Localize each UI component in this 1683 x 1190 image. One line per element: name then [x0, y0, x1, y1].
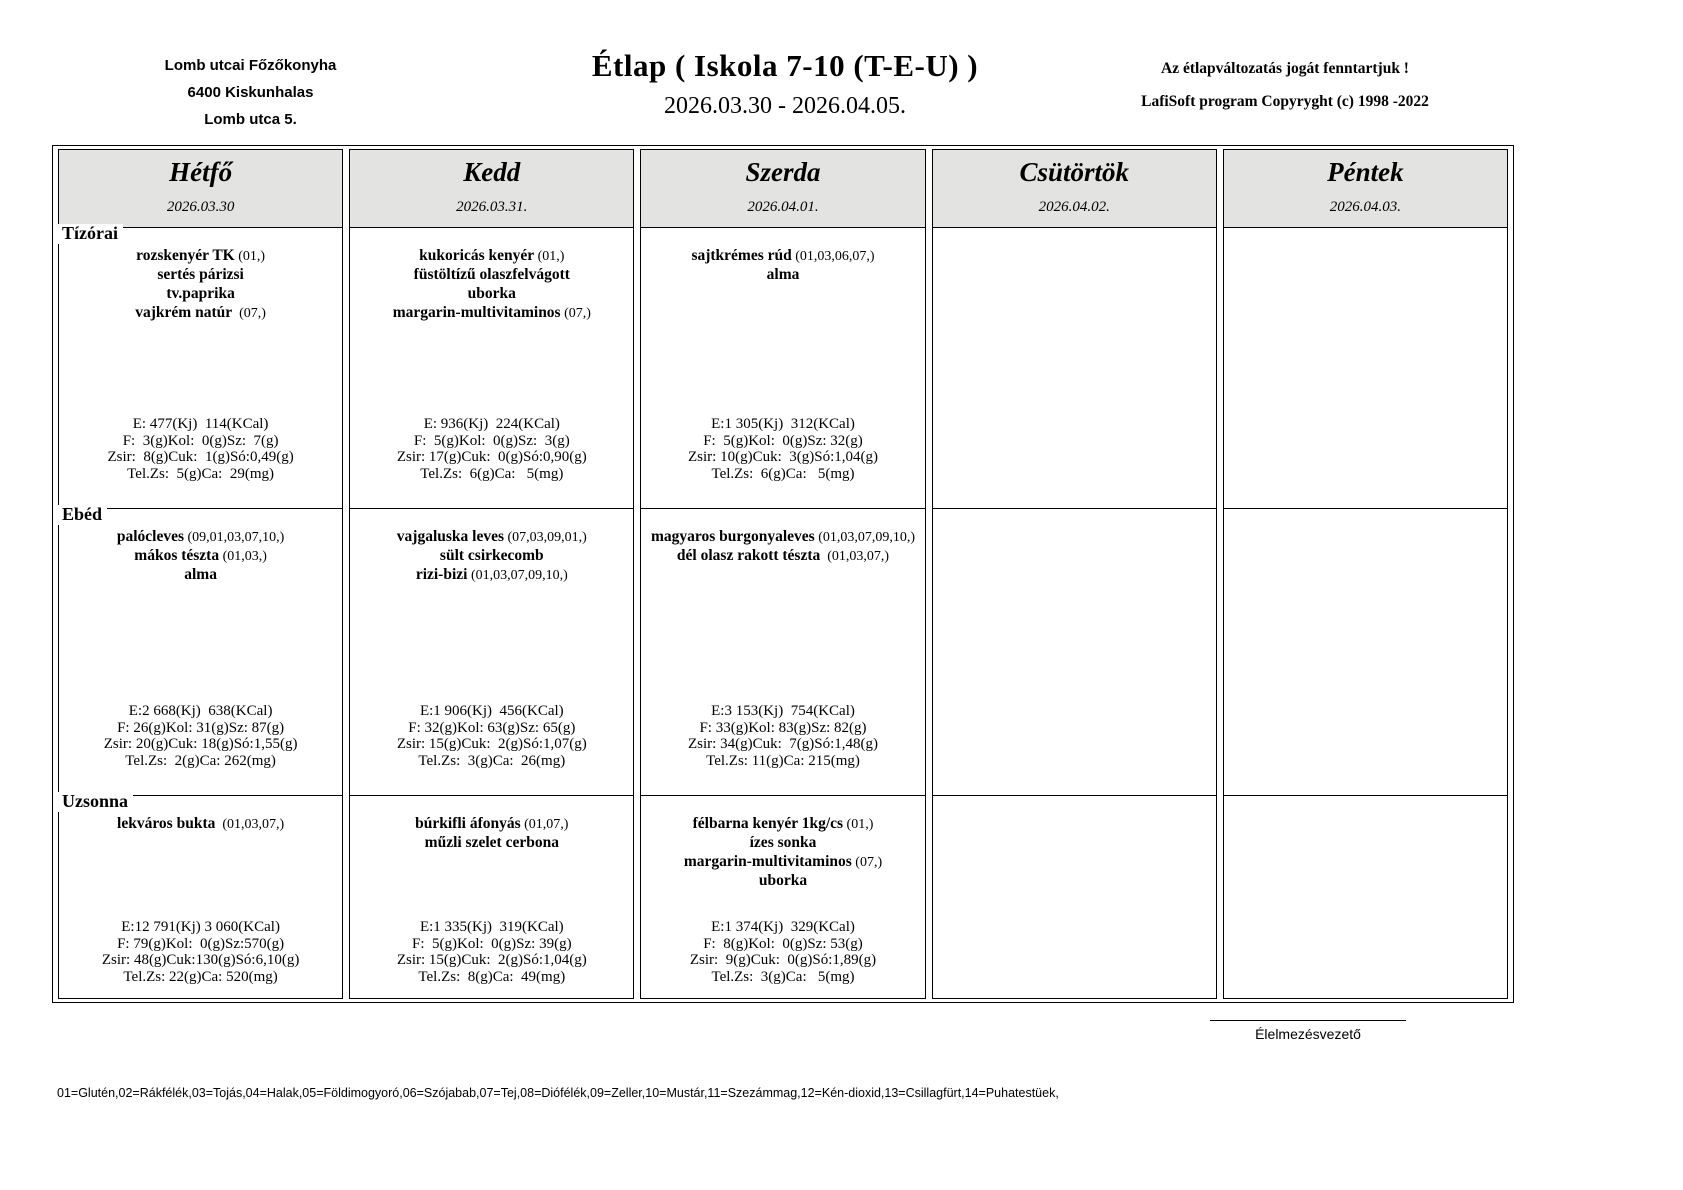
nutrition-line: F: 32(g)Kol: 63(g)Sz: 65(g): [408, 719, 576, 736]
menu-item-name: rozskenyér TK: [136, 247, 235, 264]
menu-items: [641, 796, 924, 891]
menu-item: [641, 853, 924, 872]
menu-item: [59, 247, 342, 266]
menu-item: [59, 304, 342, 323]
cell-pentek-tizorai: [1224, 228, 1507, 509]
menu-item: [59, 285, 342, 304]
cell-pentek-ebed: [1224, 509, 1507, 796]
menu-item-name: füstöltízű olaszfelvágott: [413, 266, 570, 283]
day-column-csutortok: [932, 149, 1217, 999]
nutrition-line: Tel.Zs: 22(g)Ca: 520(mg): [123, 968, 278, 985]
nutrition-line: F: 5(g)Kol: 0(g)Sz: 3(g): [413, 432, 570, 449]
nutrition-line: Tel.Zs: 6(g)Ca: 5(mg): [420, 465, 564, 482]
cell-pentek-uzsonna: [1224, 796, 1507, 998]
allergen-codes: (01,03,07,09,10,): [814, 530, 916, 545]
menu-item-name: magyaros burgonyaleves: [650, 528, 815, 545]
nutrition-block: [59, 416, 342, 508]
cell-hetfo-ebed: [59, 509, 342, 796]
menu-item-name: műzli szelet cerbona: [424, 834, 559, 851]
nutrition-block: [350, 703, 633, 795]
nutrition-line: Zsir: 9(g)Cuk: 0(g)Só:1,89(g): [689, 952, 877, 968]
day-header: [933, 150, 1216, 228]
menu-item-name: mákos tészta: [134, 547, 220, 564]
nutrition-line: E:1 305(Kj) 312(KCal): [711, 416, 855, 432]
menu-items: [350, 228, 633, 323]
allergen-codes: (07,): [560, 306, 591, 321]
menu-item: [350, 285, 633, 304]
nutrition-line: Zsir: 20(g)Cuk: 18(g)Só:1,55(g): [103, 736, 298, 752]
nutrition-line: E:1 335(Kj) 319(KCal): [419, 919, 564, 935]
nutrition-line: Zsir: 48(g)Cuk:130(g)Só:6,10(g): [101, 952, 300, 968]
menu-item: [641, 547, 924, 566]
allergen-codes: (07,): [232, 306, 266, 321]
nutrition-block: [641, 919, 924, 998]
menu-item: [350, 247, 633, 266]
allergen-codes: (09,01,03,07,10,): [184, 530, 285, 545]
menu-item-name: ízes sonka: [749, 834, 817, 851]
nutrition-line: Zsir: 10(g)Cuk: 3(g)Só:1,04(g): [688, 449, 878, 465]
page-title: Étlap ( Iskola 7-10 (T-E-U) ): [591, 48, 979, 83]
nutrition-line: F: 3(g)Kol: 0(g)Sz: 7(g): [122, 432, 279, 449]
signature-line: Élelmezésvezető: [1210, 1020, 1406, 1042]
nutrition-line: Zsir: 34(g)Cuk: 7(g)Só:1,48(g): [688, 736, 878, 752]
menu-item-name: margarin-multivitaminos: [392, 304, 561, 321]
nutrition-line: Tel.Zs: 5(g)Ca: 29(mg): [127, 465, 275, 482]
section-label-ebed: Ebéd: [57, 505, 107, 525]
allergen-codes: (07,03,09,01,): [504, 530, 587, 545]
nutrition-line: E: 936(Kj) 224(KCal): [423, 416, 560, 432]
nutrition-line: F: 8(g)Kol: 0(g)Sz: 53(g): [703, 935, 863, 952]
cell-kedd-uzsonna: [350, 796, 633, 998]
cell-kedd-ebed: [350, 509, 633, 796]
nutrition-line: Zsir: 15(g)Cuk: 2(g)Só:1,07(g): [396, 736, 587, 752]
menu-item-name: margarin-multivitaminos: [683, 853, 852, 870]
menu-item: [350, 566, 633, 585]
allergen-codes: (01,03,06,07,): [791, 249, 875, 264]
menu-item-name: sajtkrémes rúd: [691, 247, 792, 264]
menu-item-name: rizi-bizi: [415, 566, 468, 583]
menu-item: [641, 528, 924, 547]
kitchen-name: Lomb utcai Főzőkonyha: [164, 57, 337, 74]
menu-item: [641, 815, 924, 834]
day-name: Csütörtök: [1019, 157, 1129, 187]
menu-item-name: alma: [766, 266, 800, 283]
menu-item: [350, 304, 633, 323]
menu-item-name: uborka: [467, 285, 516, 302]
nutrition-line: F: 5(g)Kol: 0(g)Sz: 39(g): [412, 935, 572, 952]
day-column-szerda: [640, 149, 925, 999]
allergen-codes: (01,03,07,): [820, 549, 890, 564]
day-name: Hétfő: [169, 157, 233, 187]
allergen-codes: (01,): [843, 817, 874, 832]
nutrition-line: Tel.Zs: 8(g)Ca: 49(mg): [418, 968, 566, 985]
menu-item: [59, 528, 342, 547]
day-header: [59, 150, 342, 228]
menu-item-name: sertés párizsi: [157, 266, 244, 283]
cell-kedd-tizorai: [350, 228, 633, 509]
day-header: [350, 150, 633, 228]
nutrition-block: [641, 416, 924, 508]
section-label-tizorai: Tízórai: [57, 224, 123, 244]
nutrition-line: E:1 374(Kj) 329(KCal): [711, 919, 855, 935]
cell-szerda-tizorai: [641, 228, 924, 509]
allergen-codes: (01,07,): [520, 817, 569, 832]
menu-item-name: tv.paprika: [166, 285, 235, 302]
nutrition-line: Tel.Zs: 11(g)Ca: 215(mg): [706, 752, 860, 769]
menu-item: [59, 566, 342, 585]
cell-szerda-ebed: [641, 509, 924, 796]
nutrition-block: [641, 703, 924, 795]
date-range: 2026.03.30 - 2026.04.05.: [664, 93, 906, 119]
nutrition-line: E:1 906(Kj) 456(KCal): [419, 703, 564, 719]
allergen-codes: (01,): [234, 249, 266, 264]
nutrition-line: Tel.Zs: 6(g)Ca: 5(mg): [711, 465, 855, 482]
nutrition-block: [350, 416, 633, 508]
day-name: Péntek: [1327, 157, 1404, 187]
nutrition-line: E:12 791(Kj) 3 060(KCal): [121, 919, 280, 935]
nutrition-line: Tel.Zs: 3(g)Ca: 26(mg): [418, 752, 566, 769]
menu-item-name: sült csirkecomb: [439, 547, 544, 564]
day-date: 2026.04.03.: [1329, 199, 1402, 215]
nutrition-line: E: 477(Kj) 114(KCal): [132, 416, 269, 432]
nutrition-line: F: 5(g)Kol: 0(g)Sz: 32(g): [703, 432, 863, 449]
menu-item: [350, 266, 633, 285]
cell-csutortok-ebed: [933, 509, 1216, 796]
menu-item-name: vajkrém natúr: [135, 304, 233, 321]
nutrition-line: Zsir: 8(g)Cuk: 1(g)Só:0,49(g): [107, 449, 294, 465]
day-header: [1224, 150, 1507, 228]
menu-item-name: búrkifli áfonyás: [415, 815, 521, 832]
allergen-codes: (01,03,07,): [215, 817, 285, 832]
day-date: 2026.03.30: [166, 199, 235, 215]
menu-item-name: kukoricás kenyér: [419, 247, 535, 264]
menu-item: [641, 266, 924, 285]
day-date: 2026.04.01.: [747, 199, 819, 215]
menu-items: [350, 796, 633, 853]
nutrition-block: [59, 703, 342, 795]
menu-table: [52, 145, 1514, 1003]
menu-item-name: vajgaluska leves: [396, 528, 504, 545]
menu-item-name: uborka: [758, 872, 808, 889]
nutrition-line: E:2 668(Kj) 638(KCal): [128, 703, 273, 719]
menu-item: [350, 815, 633, 834]
menu-item-name: félbarna kenyér 1kg/cs: [692, 815, 844, 832]
menu-items: [350, 509, 633, 585]
day-column-hetfo: [58, 149, 343, 999]
nutrition-line: F: 79(g)Kol: 0(g)Sz:570(g): [117, 935, 285, 952]
kitchen-street: Lomb utca 5.: [204, 111, 297, 128]
allergen-codes: (01,03,): [219, 549, 267, 564]
nutrition-line: E:3 153(Kj) 754(KCal): [711, 703, 855, 719]
menu-items: [641, 509, 924, 566]
day-column-kedd: [349, 149, 634, 999]
menu-item-name: palócleves: [116, 528, 185, 545]
menu-item: [350, 528, 633, 547]
day-date: 2026.04.02.: [1038, 199, 1110, 215]
notice-block: [1135, 60, 1435, 111]
nutrition-line: Tel.Zs: 3(g)Ca: 5(mg): [711, 968, 855, 985]
cell-szerda-uzsonna: [641, 796, 924, 998]
nutrition-block: [350, 919, 633, 998]
title-block: [490, 48, 1080, 120]
menu-item: [641, 834, 924, 853]
day-name: Szerda: [745, 157, 821, 187]
day-name: Kedd: [463, 157, 521, 187]
menu-item-name: lekváros bukta: [117, 815, 216, 832]
cell-csutortok-tizorai: [933, 228, 1216, 509]
allergen-codes: (07,): [851, 855, 883, 870]
menu-items: [641, 228, 924, 285]
rights-notice: Az étlapváltozatás jogát fenntartjuk !: [1161, 60, 1409, 77]
menu-item-name: dél olasz rakott tészta: [676, 547, 821, 564]
menu-item: [350, 547, 633, 566]
menu-item: [59, 815, 342, 834]
kitchen-address-block: [118, 52, 383, 133]
allergen-codes: (01,03,07,09,10,): [467, 568, 568, 583]
cell-hetfo-tizorai: [59, 228, 342, 509]
cell-csutortok-uzsonna: [933, 796, 1216, 998]
day-column-pentek: [1223, 149, 1508, 999]
nutrition-line: Tel.Zs: 2(g)Ca: 262(mg): [125, 752, 276, 769]
cell-hetfo-uzsonna: [59, 796, 342, 998]
nutrition-line: F: 26(g)Kol: 31(g)Sz: 87(g): [117, 719, 285, 736]
nutrition-line: Zsir: 15(g)Cuk: 2(g)Só:1,04(g): [396, 952, 587, 968]
day-header: [641, 150, 924, 228]
nutrition-line: Zsir: 17(g)Cuk: 0(g)Só:0,90(g): [396, 449, 587, 465]
menu-item: [350, 834, 633, 853]
menu-item: [59, 547, 342, 566]
nutrition-block: [59, 919, 342, 998]
menu-item: [641, 872, 924, 891]
menu-item-name: alma: [184, 566, 217, 583]
kitchen-city: 6400 Kiskunhalas: [187, 84, 314, 101]
section-label-uzsonna: Uzsonna: [57, 792, 133, 812]
day-columns: [53, 146, 1513, 1002]
menu-item: [59, 266, 342, 285]
copyright-text: LafiSoft program Copyryght (c) 1998 -2022: [1141, 93, 1429, 110]
menu-item: [641, 247, 924, 266]
nutrition-line: F: 33(g)Kol: 83(g)Sz: 82(g): [699, 719, 867, 736]
allergen-legend: 01=Glutén,02=Rákfélék,03=Tojás,04=Halak,05=Földimogyoró,06=Szójabab,07=Tej,08=Diófélék,09=Zeller,10=Mustár,11=Szezámmag,12=Kén-dioxid,13=Csillagfürt,14=Puhatestüek,: [57, 1086, 1059, 1100]
allergen-codes: (01,): [534, 249, 565, 264]
day-date: 2026.03.31.: [456, 199, 528, 215]
